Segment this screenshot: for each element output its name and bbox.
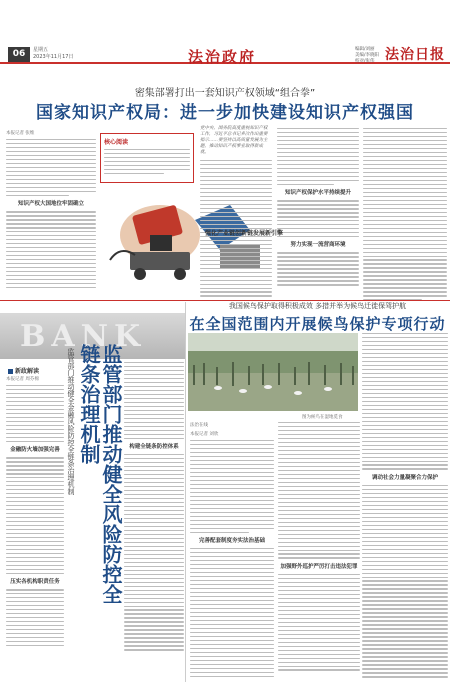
editor-info	[355, 47, 379, 65]
bottom-right-col-1	[190, 422, 274, 678]
bottom-right-tag: 法治在线	[190, 423, 208, 428]
bottom-left-col-2	[124, 362, 184, 676]
top-subhead-1: 知识产权大国地位牢固确立	[17, 201, 84, 208]
proofreader-line: 校对/张伟	[355, 59, 375, 64]
top-kicker: 密集部署打出一套知识产权领域“组合拳”	[134, 88, 316, 99]
edition-date: 2023年11月17日	[33, 54, 74, 60]
bottom-right-byline: 本报记者 刘欣	[190, 432, 219, 437]
edition-weekday: 星期五	[33, 47, 49, 53]
bottom-left-kicker: 监管部门推动健全金融风险防控全链条治理机制	[67, 348, 75, 495]
top-byline: 本报记者 张维	[6, 131, 35, 136]
bottom-right-col-3	[362, 333, 448, 678]
top-headline: 国家知识产权局：进一步加快建设知识产权强国	[36, 103, 414, 123]
bottom-right-subhead-2: 加强野外巡护严厉打击违法犯罪	[280, 563, 358, 570]
top-col-1	[6, 130, 96, 305]
bottom-right-subhead-1: 完善配套制度夯实法治基础	[198, 538, 265, 545]
bottom-right-col-2	[278, 422, 360, 678]
core-reading-title: 核心阅读	[104, 139, 129, 146]
bank-banner-text: BANK	[20, 319, 147, 354]
designer-line: 美编/李晓阳	[355, 53, 380, 58]
photo-caption: 图为候鸟在湿地觅食	[302, 415, 343, 420]
edition-info	[33, 47, 73, 61]
bottom-left-col-1	[6, 376, 64, 676]
newspaper-logo: 法治日报	[385, 47, 445, 63]
migratory-birds-photo	[188, 333, 358, 411]
core-reading-box	[100, 133, 194, 183]
page-number: 06	[8, 47, 30, 62]
top-subhead-3: 强化产业链创新链发展新引擎	[205, 230, 284, 237]
bottom-right-kicker: 我国候鸟保护取得积极成效 多措并举为候鸟迁徙保驾护航	[228, 302, 407, 310]
top-col-3	[277, 128, 359, 305]
bottom-right-headline: 在全国范围内开展候鸟保护专项行动	[189, 315, 446, 333]
bottom-right-subhead-3: 调动社会力量凝聚合力保护	[371, 474, 438, 481]
bottom-left-byline: 本报记者 周芬棉	[6, 377, 39, 382]
column-divider	[185, 302, 186, 682]
top-subhead-4: 努力实现一流营商环境	[290, 242, 346, 249]
top-subhead-2: 知识产权保护水平持续提升	[284, 190, 351, 197]
bottom-left-tag: 新政解读	[8, 366, 39, 375]
editor-line: 编辑/刘丽	[355, 47, 375, 52]
bottom-left-headline: 监管部门推动健全风险防控全链条治理机制	[77, 344, 123, 604]
section-title: 法治政府	[188, 48, 257, 66]
top-col-4	[363, 128, 447, 305]
core-quote: 党中央、国务院高度重视知识产权工作，习近平总书记多次作出重要指示……要坚持以高质量发展为主题，推动知识产权事业取得新成就。	[200, 126, 268, 155]
masthead	[0, 0, 450, 64]
bottom-left-subhead-1: 金融防火墙加强完善	[10, 447, 60, 454]
bottom-left-subhead-3: 压实各机构职责任务	[10, 579, 60, 586]
bottom-left-subhead-2: 构建全链条防控体系	[129, 444, 179, 451]
